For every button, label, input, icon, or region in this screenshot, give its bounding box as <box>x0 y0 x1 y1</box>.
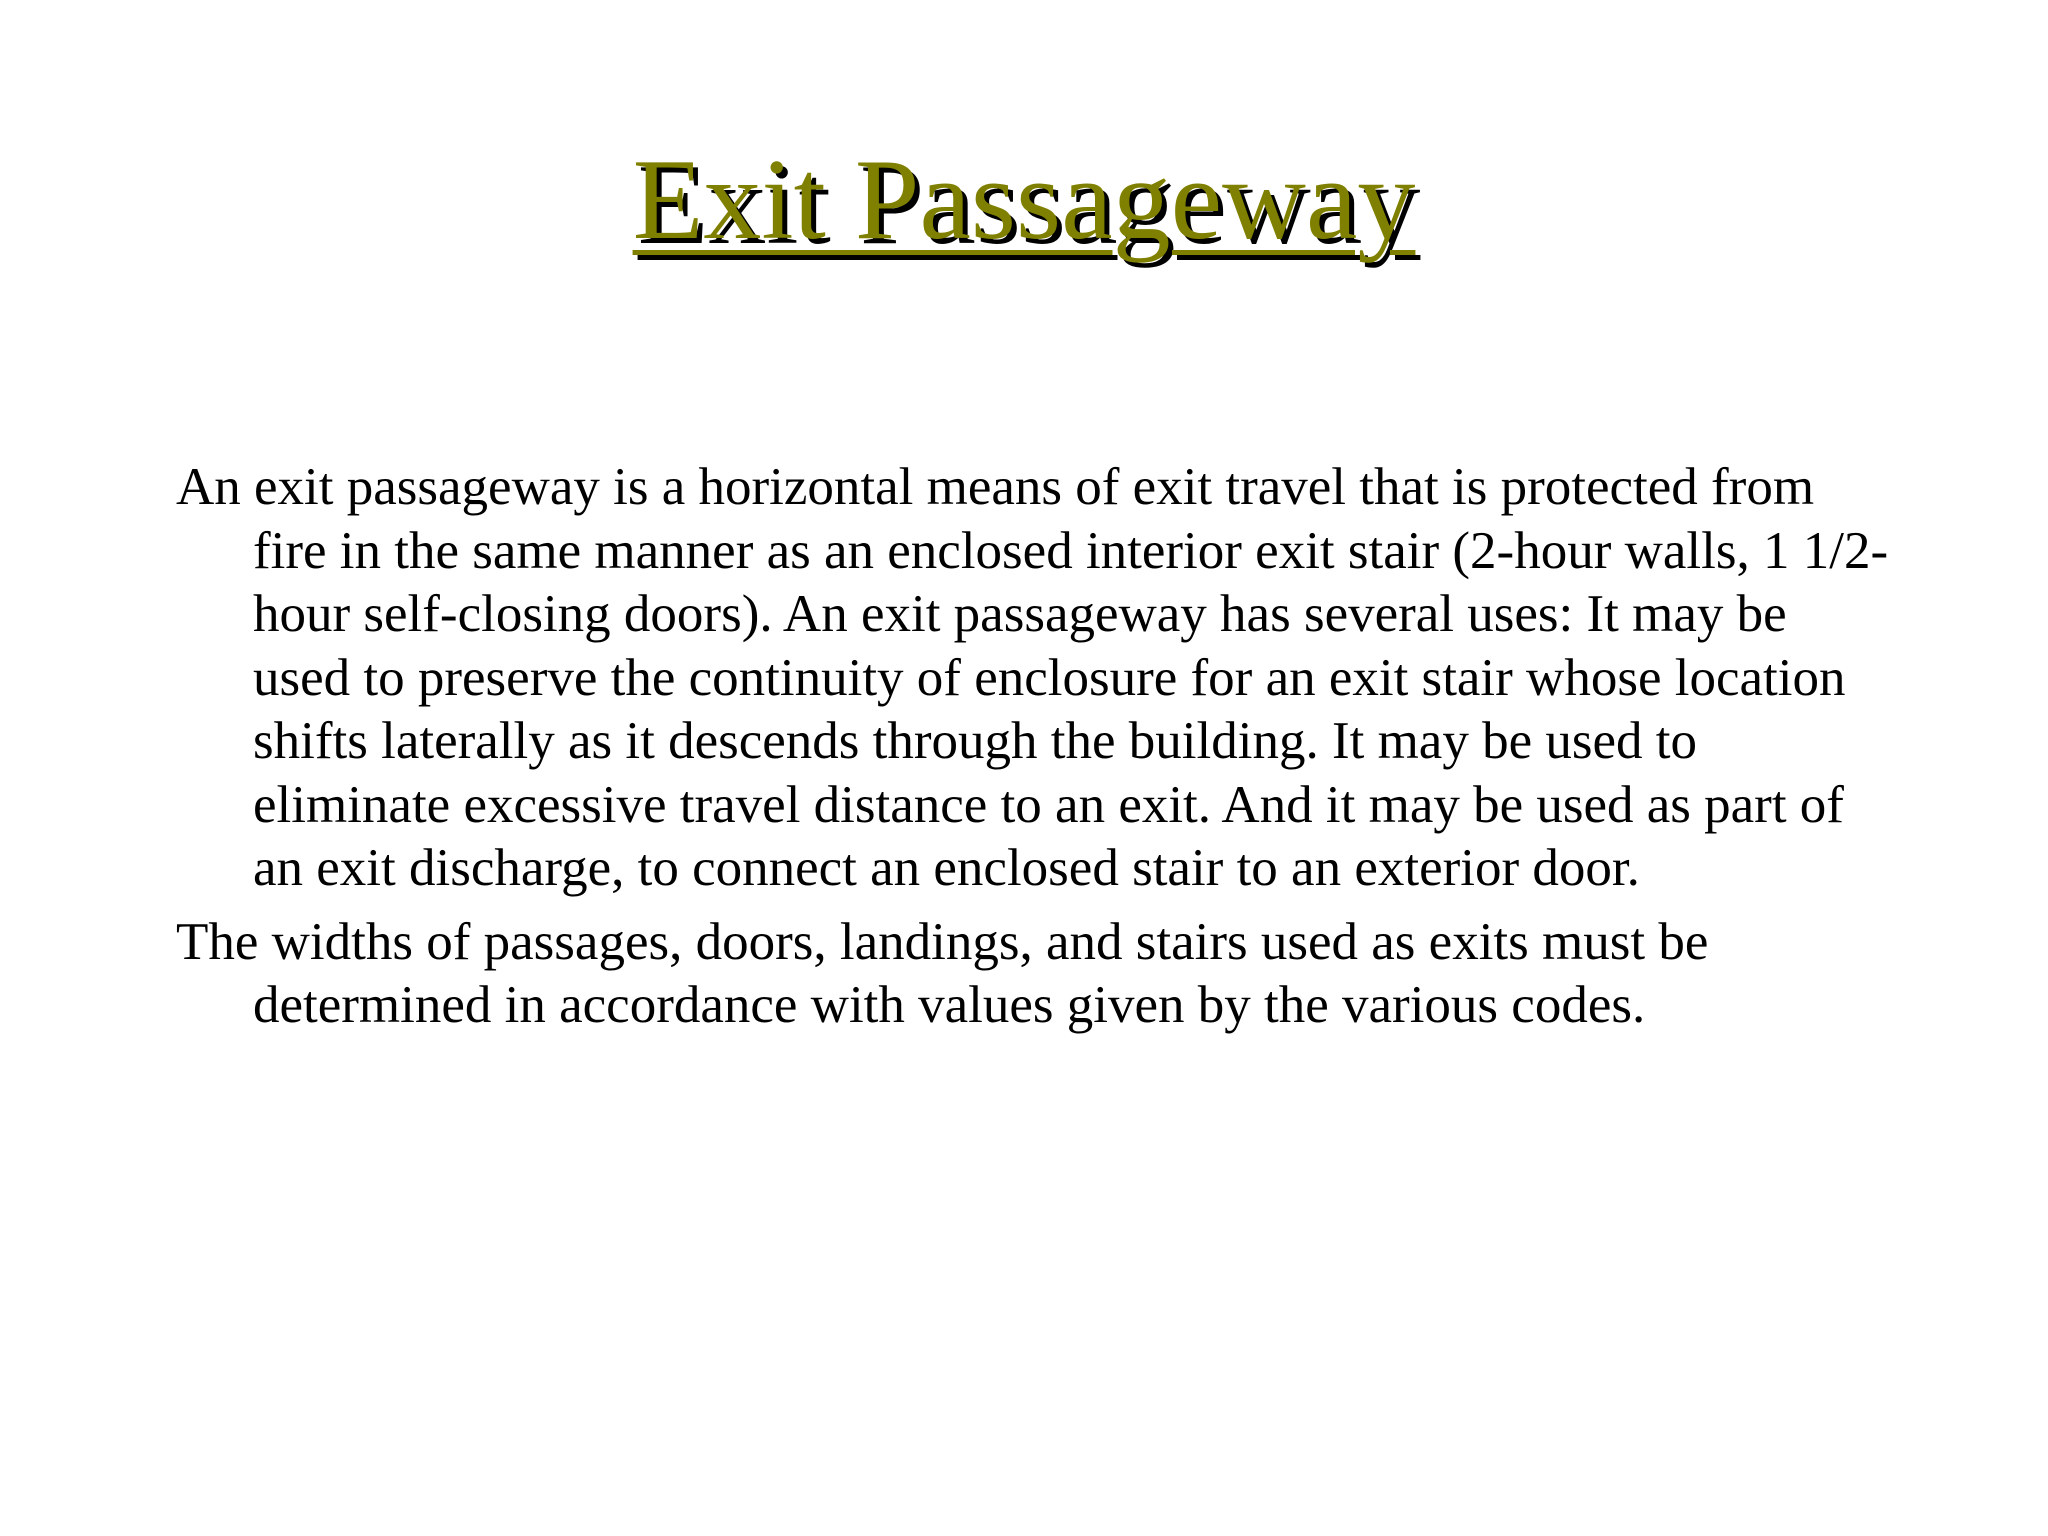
body-paragraph-exit-passageway-definition: An exit passageway is a horizontal means of exit travel that is protected from fire in the same manner as an enclosed interior exit stair (2-hour walls, 1 1/2-hour self-closing doors). An exit passageway has several uses: It may be used to preserve the continuity of enclosure for an exit stair whose location shifts laterally as it descends through the building. It may be used to eliminate excessive travel distance to an exit. And it may be used as part of an exit discharge, to connect an enclosed stair to an exterior door. <box>176 458 1889 897</box>
slide-body <box>176 456 1896 1048</box>
body-paragraph-exit-widths: The widths of passages, doors, landings, and stairs used as exits must be determined in accordance with values given by the various codes. <box>176 912 1709 1034</box>
slide-title: Exit Passageway <box>632 136 1416 264</box>
